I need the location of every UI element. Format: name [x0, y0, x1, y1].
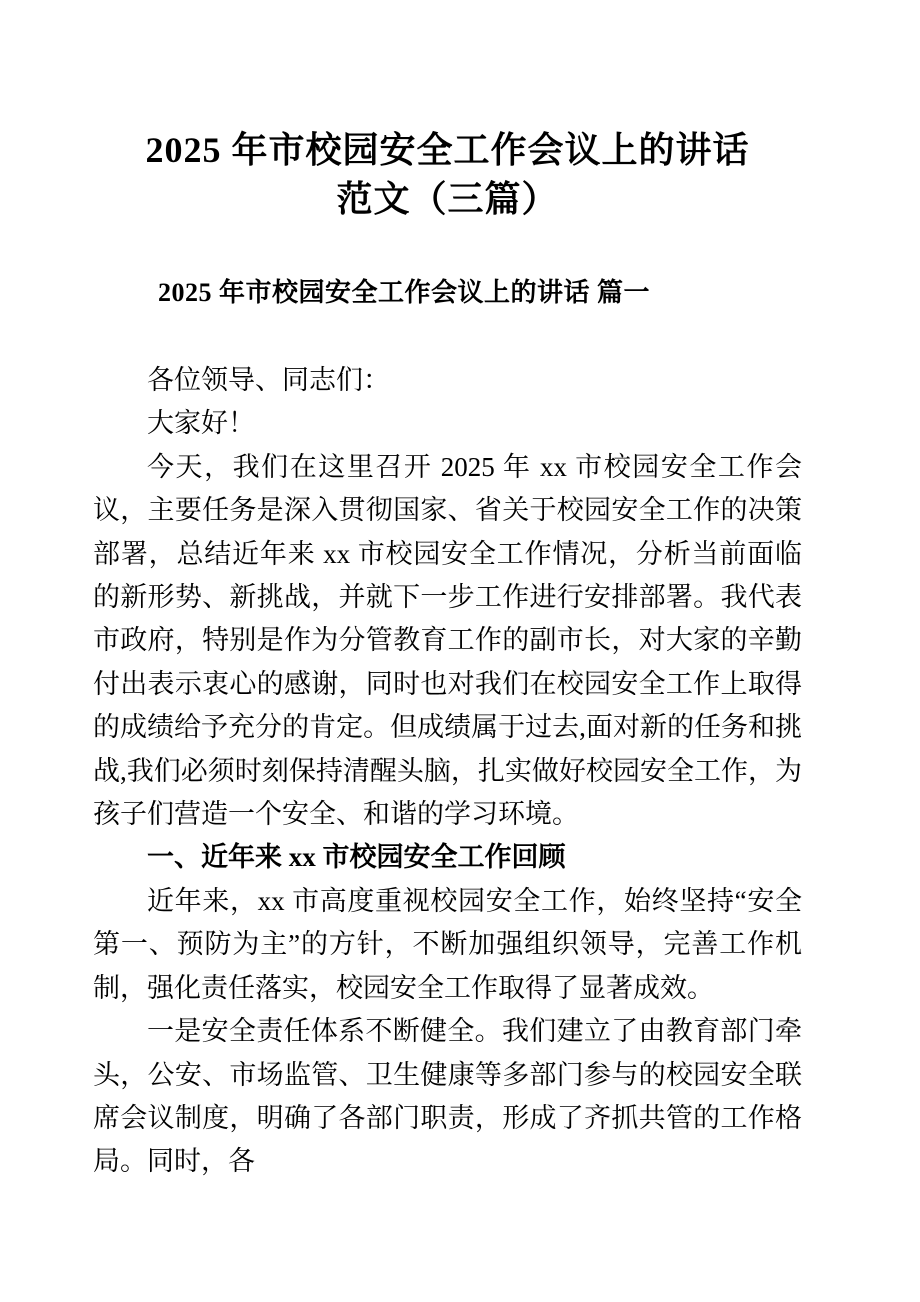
paragraph-greeting: 大家好！: [147, 408, 255, 439]
section-heading-piece-one: 2025 年市校园安全工作会议上的讲话 篇一: [158, 278, 651, 307]
paragraph-salutation: 各位领导、同志们：: [147, 365, 390, 395]
document-title-line2: 范文（三篇）: [336, 179, 559, 219]
document-body: [93, 359, 802, 1184]
paragraph-opening: 今天，我们在这里召开 2025 年 xx 市校园安全工作会议，主要任务是深入贯彻国家、省关于校园安全工作的决策部署，总结近年来 xx 市校园安全工作情况，分析当前面临的新形势、新挑战，并就下一步工作进行安排部署。我代表市政府，特别是作为分管教育工作的副市长，对大家的辛勤付出表示衷心的感谢，同时也对我们在校园安全工作上取得的成绩给予充分的肯定。但成绩属于过去,面对新的任务和挑战,我们必须时刻保持清醒头脑，扎实做好校园安全工作，为孩子们营造一个安全、和谐的学习环境。: [93, 451, 802, 830]
paragraph-point-one: 一是安全责任体系不断健全。我们建立了由教育部门牵头，公安、市场监管、卫生健康等多部门参与的校园安全联席会议制度，明确了各部门职责，形成了齐抓共管的工作格局。同时，各: [93, 1016, 802, 1177]
document-title-line1: 2025 年市校园安全工作会议上的讲话: [145, 130, 750, 170]
document-title: [93, 126, 802, 224]
paragraph-part-one-heading: 一、近年来 xx 市校园安全工作回顾: [147, 842, 566, 873]
paragraph-review-overview: 近年来，xx 市高度重视校园安全工作，始终坚持“安全第一、预防为主”的方针，不断加强组织领导，完善工作机制，强化责任落实，校园安全工作取得了显著成效。: [93, 885, 802, 1003]
